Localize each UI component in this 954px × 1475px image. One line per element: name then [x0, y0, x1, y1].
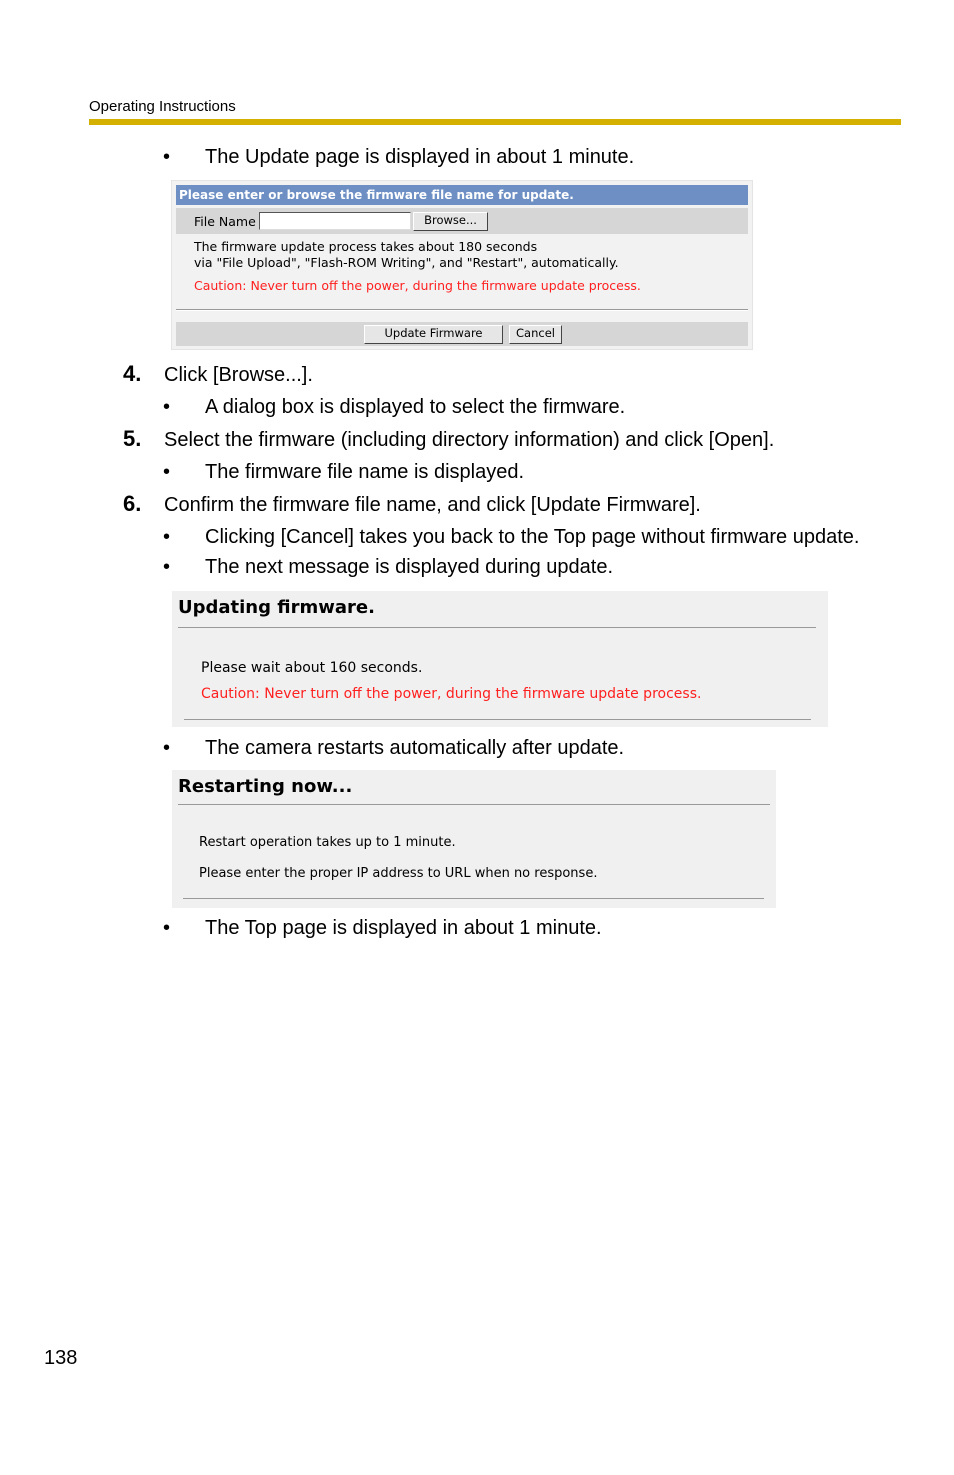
title-rule: [178, 804, 770, 805]
updating-title: Updating firmware.: [178, 597, 375, 618]
step-text: Click [Browse...].: [164, 364, 313, 386]
bullet-text: The firmware file name is displayed.: [205, 461, 525, 483]
divider: [176, 309, 748, 311]
bullet-text: A dialog box is displayed to select the firmware.: [205, 396, 626, 418]
step-text: Confirm the firmware file name, and click [Update Firmware].: [164, 494, 701, 516]
restart-line-1: Restart operation takes up to 1 minute.: [199, 835, 456, 850]
header-rule: [89, 119, 901, 125]
bullet-text: The next message is displayed during update.: [205, 556, 614, 578]
step-number: 6.: [123, 491, 142, 516]
bullet-icon: •: [163, 461, 171, 483]
browse-button[interactable]: Browse...: [413, 212, 488, 231]
file-name-input[interactable]: [259, 212, 411, 230]
restarting-screenshot: [172, 770, 776, 908]
step-text: Select the firmware (including directory information) and click [Open].: [164, 429, 775, 451]
bottom-rule: [183, 898, 764, 899]
page-number: 138: [44, 1347, 78, 1369]
bullet-icon: •: [163, 556, 171, 578]
bullet-icon: •: [163, 526, 171, 548]
bullet-icon: •: [163, 917, 171, 939]
form-title: Please enter or browse the firmware file name for update.: [176, 185, 748, 205]
firmware-update-form-screenshot: [171, 180, 753, 350]
bullet-text: The camera restarts automatically after update.: [205, 737, 625, 759]
file-name-label: File Name: [194, 214, 256, 229]
bottom-rule: [184, 719, 811, 720]
bullet-text: Clicking [Cancel] takes you back to the Top page without firmware update.: [205, 526, 860, 548]
restart-line-2: Please enter the proper IP address to URL when no response.: [199, 866, 598, 881]
info-line-1: The firmware update process takes about 180 seconds: [194, 239, 538, 254]
bullet-text: The Update page is displayed in about 1 minute.: [205, 146, 635, 168]
caution-text: Caution: Never turn off the power, during the firmware update process.: [194, 278, 641, 293]
step-number: 4.: [123, 361, 142, 386]
step-number: 5.: [123, 426, 142, 451]
wait-text: Please wait about 160 seconds.: [201, 660, 423, 676]
running-header: Operating Instructions: [89, 98, 236, 115]
update-firmware-button[interactable]: Update Firmware: [364, 325, 503, 344]
caution-text: Caution: Never turn off the power, during the firmware update process.: [201, 686, 702, 702]
bullet-icon: •: [163, 737, 171, 759]
info-line-2: via "File Upload", "Flash-ROM Writing", and "Restart", automatically.: [194, 255, 619, 270]
restarting-title: Restarting now...: [178, 776, 353, 797]
updating-firmware-screenshot: [172, 591, 828, 727]
title-rule: [178, 627, 816, 628]
bullet-icon: •: [163, 146, 171, 168]
bullet-icon: •: [163, 396, 171, 418]
bullet-text: The Top page is displayed in about 1 minute.: [205, 917, 602, 939]
cancel-button[interactable]: Cancel: [509, 325, 562, 344]
